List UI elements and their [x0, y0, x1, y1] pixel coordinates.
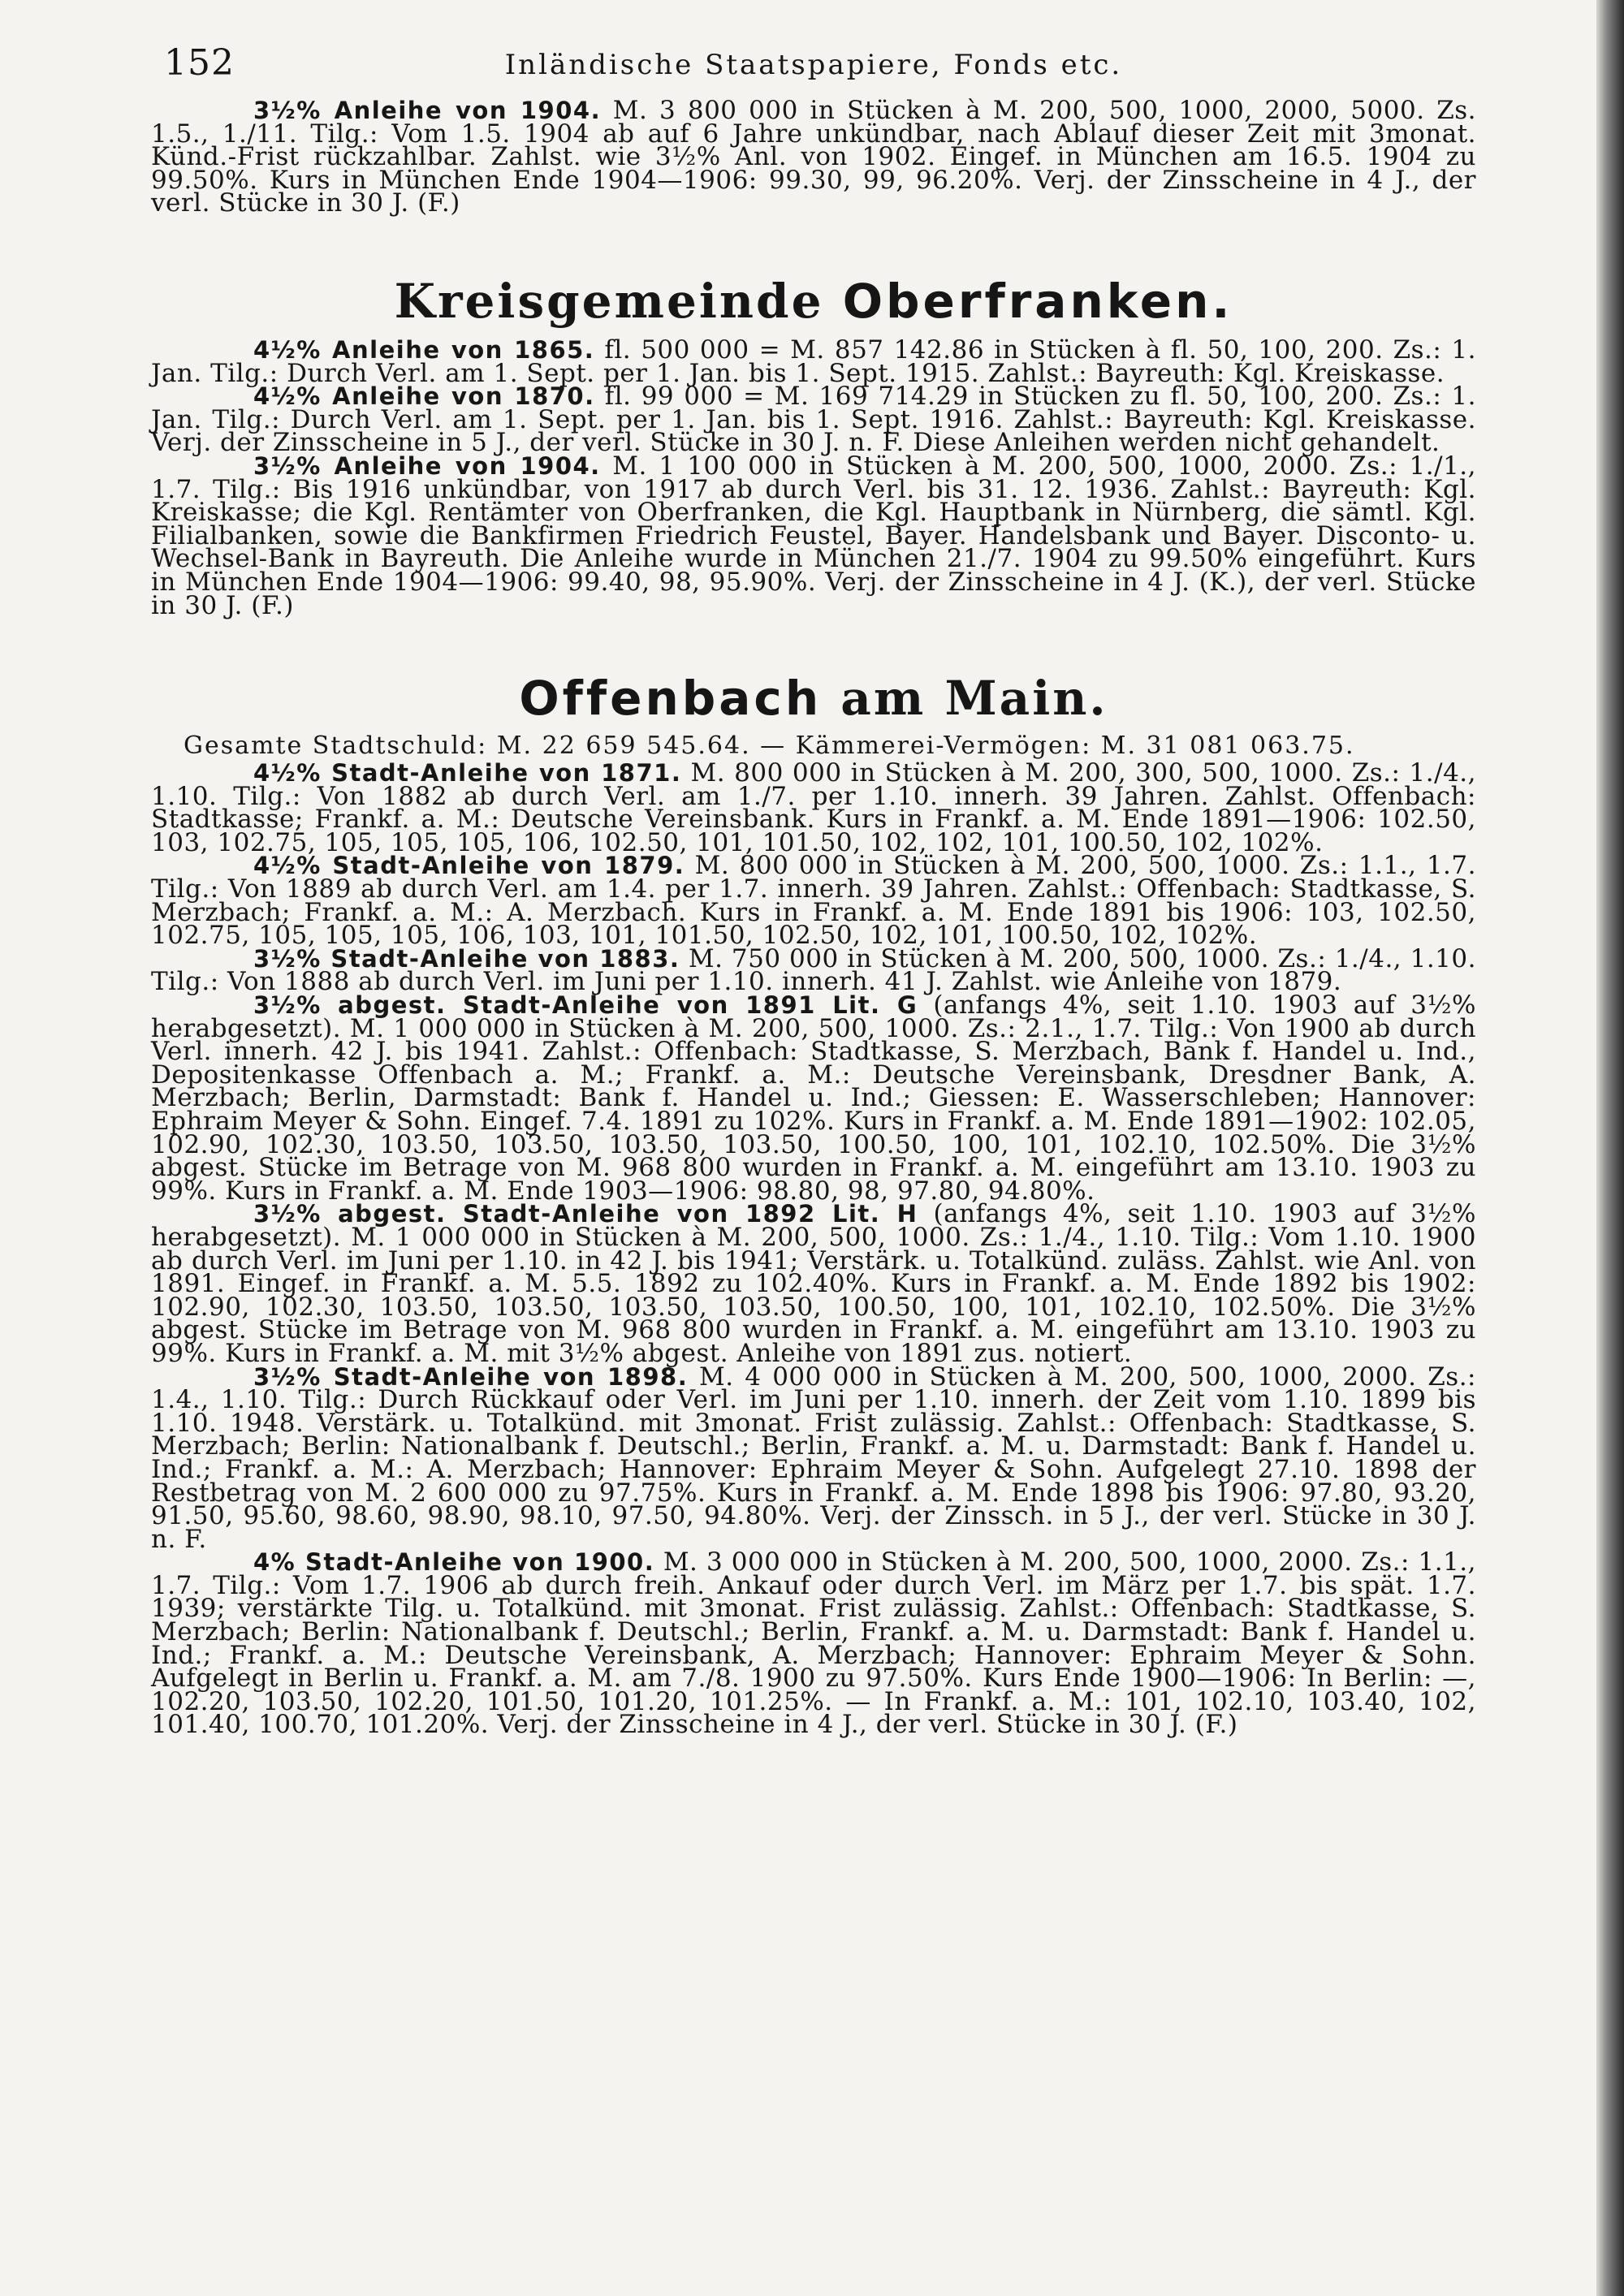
entry-lead: 4½% Anleihe von 1865.: [253, 335, 595, 364]
bond-entry: [151, 334, 1476, 388]
section-title-emphasis: Oberfranken.: [842, 273, 1233, 329]
entry-text: M. 800 000 in Stücken à M. 200, 500, 1000. Zs.: 1.1., 1.7. Tilg.: Von 1889 ab durch Verl. am 1.4. per 1.7. innerh. 39 Jahren. Zahlst.: Offenbach: Stadtkasse, S. Merzbach; Frankf. a. M.: A. Merzbach. Kurs in Frankf. a. M. Ende 1891 bis 1906: 103, 102.50, 102.75, 105, 105, 105, 106, 103, 101, 101.50, 102.50, 102, 101, 100.50, 102, 102%.: [151, 851, 1476, 951]
entry-text: (anfangs 4%, seit 1.10. 1903 auf 3½% herabgesetzt). M. 1 000 000 in Stücken à M. 200, 500, 1000. Zs.: 1./4., 1.10. Tilg.: Vom 1.10. 1900 ab durch Verl. im Juni per 1.10. in 42 J. bis 1941; Verstärk. u. Totalkünd. zuläss. Zahlst. wie Anl. von 1891. Eingef. in Frankf. a. M. 5.5. 1892 zu 102.40%. Kurs in Frankf. a. M. Ende 1892 bis 1902: 102.90, 102.30, 103.50, 103.50, 103.50, 103.50, 100.50, 100, 101, 102.10, 102.50%. Die 3½% abgest. Stücke im Betrage von M. 968 800 wurden in Frankf. a. M. eingeführt am 13.10. 1903 zu 99%. Kurs in Frankf. a. M. mit 3½% abgest. Anleihe von 1891 zus. notiert.: [151, 1199, 1476, 1368]
section-title-suffix: am Main.: [822, 671, 1108, 727]
bond-entry: [151, 1547, 1476, 1740]
entry-text: M. 800 000 in Stücken à M. 200, 300, 500, 1000. Zs.: 1./4., 1.10. Tilg.: Von 1882 ab durch Verl. am 1./7. per 1.10. innerh. 39 Jahren. Zahlst. Offenbach: Stadtkasse; Frankf. a. M.: Deutsche Vereinsbank. Kurs in Frankf. a. M. Ende 1891—1906: 102.50, 103, 102.75, 105, 105, 105, 106, 102.50, 101, 101.50, 102, 102, 101, 100.50, 102, 102%.: [151, 758, 1476, 857]
section-title-prefix: Kreisgemeinde: [394, 273, 843, 329]
entry-lead: 3½% Stadt-Anleihe von 1898.: [253, 1362, 689, 1391]
running-header: [151, 42, 1476, 99]
entry-lead: 4½% Anleihe von 1870.: [253, 382, 595, 411]
entry-lead: 3½% Anleihe von 1904.: [253, 97, 602, 124]
bond-entry: [151, 1199, 1476, 1368]
entry-lead: 4½% Stadt-Anleihe von 1879.: [253, 852, 685, 880]
book-page: [151, 42, 1476, 1740]
entry-lead: 3½% abgest. Stadt-Anleihe von 1891 Lit. G: [253, 991, 918, 1020]
bond-entry: [151, 1362, 1476, 1554]
bond-entry: [151, 943, 1476, 997]
section-title-emphasis: Offenbach: [519, 671, 823, 727]
entry-lead: 3½% Stadt-Anleihe von 1883.: [253, 944, 680, 973]
section-title-offenbach: [151, 671, 1476, 726]
debt-summary: Gesamte Stadtschuld: M. 22 659 545.64. — Kämmerei-Vermögen: M. 31 081 063.75.: [184, 732, 1355, 761]
entry-text: M. 1 100 000 in Stücken à M. 200, 500, 1000, 2000. Zs.: 1./1., 1.7. Tilg.: Bis 1916 unkündbar, von 1917 ab durch Verl. bis 31. 12. 1936. Zahlst.: Bayreuth: Kgl. Kreiskasse; die Kgl. Rentämter von Oberfranken, die Kgl. Hauptbank in Nürnberg, die sämtl. Kgl. Filialbanken, sowie die Bankfirmen Friedrich Feustel, Bayer. Handelsbank und Bayer. Disconto- u. Wechsel-Bank in Bayreuth. Die Anleihe wurde in München 21./7. 1904 zu 99.50% eingeführt. Kurs in München Ende 1904—1906: 99.40, 98, 95.90%. Verj. der Zinsscheine in 4 J. (K.), der verl. Stücke in 30 J. (F.): [151, 451, 1476, 620]
bond-entry: [151, 990, 1476, 1206]
bond-entry: [151, 96, 1476, 218]
entry-text: (anfangs 4%, seit 1.10. 1903 auf 3½% herabgesetzt). M. 1 000 000 in Stücken à M. 200, 500, 1000. Zs.: 2.1., 1.7. Tilg.: Von 1900 ab durch Verl. innerh. 42 J. bis 1941. Zahlst.: Offenbach: Stadtkasse, S. Merzbach, Bank f. Handel u. Ind., Depositenkasse Offenbach a. M.; Frankf. a. M.: Deutsche Vereinsbank, Dresdner Bank, A. Merzbach; Berlin, Darmstadt: Bank f. Handel u. Ind.; Giessen: E. Wasserschleben; Hannover: Ephraim Meyer & Sohn. Eingef. 7.4. 1891 zu 102%. Kurs in Frankf. a. M. Ende 1891—1902: 102.05, 102.90, 102.30, 103.50, 103.50, 103.50, 103.50, 100.50, 100, 101, 102.10, 102.50%. Die 3½% abgest. Stücke im Betrage von M. 968 800 wurden in Frankf. a. M. eingeführt am 13.10. 1903 zu 99%. Kurs in Frankf. a. M. Ende 1903—1906: 98.80, 98, 97.80, 94.80%.: [151, 990, 1476, 1206]
section-title-oberfranken: [151, 274, 1476, 329]
bond-entry: [151, 758, 1476, 857]
entry-text: M. 3 800 000 in Stücken à M. 200, 500, 1000, 2000, 5000. Zs. 1.5., 1./11. Tilg.: Vom 1.5. 1904 ab auf 6 Jahre unkündbar, nach Ablauf dieser Zeit mit 3monat. Künd.-Frist rückzahlbar. Zahlst. wie 3½% Anl. von 1902. Eingef. in München am 16.5. 1904 zu 99.50%. Kurs in München Ende 1904—1906: 99.30, 99, 96.20%. Verj. der Zinsscheine in 4 J., der verl. Stücke in 30 J. (F.): [151, 96, 1476, 218]
entry-lead: 3½% Anleihe von 1904.: [253, 451, 601, 480]
bond-entry: [151, 451, 1476, 620]
entry-text: M. 750 000 in Stücken à M. 200, 500, 1000. Zs.: 1./4., 1.10. Tilg.: Von 1888 ab durch Verl. im Juni per 1.10. innerh. 41 J. Zahlst. wie Anleihe von 1879.: [151, 943, 1476, 997]
running-title: Inländische Staatspapiere, Fonds etc.: [504, 49, 1123, 81]
bond-entry: [151, 851, 1476, 951]
scan-shadow-edge: [1596, 0, 1624, 2296]
entry-text: M. 3 000 000 in Stücken à M. 200, 500, 1000, 2000. Zs.: 1.1., 1.7. Tilg.: Vom 1.7. 1906 ab durch freih. Ankauf oder durch Verl. im März per 1.7. bis spät. 1.7. 1939; verstärkte Tilg. u. Totalkünd. mit 3monat. Frist zulässig. Zahlst.: Offenbach: Stadtkasse, S. Merzbach; Berlin: Nationalbank f. Deutschl.; Berlin, Frankf. a. M. u. Darmstadt: Bank f. Handel u. Ind.; Frankf. a. M.: Deutsche Vereinsbank, A. Merzbach; Hannover: Ephraim Meyer & Sohn. Aufgelegt in Berlin u. Frankf. a. M. am 7./8. 1900 zu 97.50%. Kurs Ende 1900—1906: In Berlin: —, 102.20, 103.50, 102.20, 101.50, 101.20, 101.25%. — In Frankf. a. M.: 101, 102.10, 103.40, 102, 101.40, 100.70, 101.20%. Verj. der Zinsscheine in 4 J., der verl. Stücke in 30 J. (F.): [151, 1547, 1476, 1740]
bond-entry: [151, 382, 1476, 458]
entry-text: fl. 500 000 = M. 857 142.86 in Stücken à fl. 50, 100, 200. Zs.: 1. Jan. Tilg.: Durch Verl. am 1. Sept. per 1. Jan. bis 1. Sept. 1915. Zahlst.: Bayreuth: Kgl. Kreiskasse.: [151, 334, 1476, 388]
entry-text: M. 4 000 000 in Stücken à M. 200, 500, 1000, 2000. Zs.: 1.4., 1.10. Tilg.: Durch Rückkauf oder Verl. im Juni per 1.10. innerh. der Zeit vom 1.10. 1899 bis 1.10. 1948. Verstärk. u. Totalkünd. mit 3monat. Frist zulässig. Zahlst.: Offenbach: Stadtkasse, S. Merzbach; Berlin: Nationalbank f. Deutschl.; Berlin, Frankf. a. M. u. Darmstadt: Bank f. Handel u. Ind.; Frankf. a. M.: A. Merzbach; Hannover: Ephraim Meyer & Sohn. Aufgelegt 27.10. 1898 der Restbetrag von M. 2 600 000 zu 97.75%. Kurs in Frankf. a. M. Ende 1898 bis 1906: 97.80, 93.20, 91.50, 95.60, 98.60, 98.90, 98.10, 97.50, 94.80%. Verj. der Zinssch. in 5 J., der verl. Stücke in 30 J. n. F.: [151, 1362, 1476, 1554]
entry-text: fl. 99 000 = M. 169 714.29 in Stücken zu fl. 50, 100, 200. Zs.: 1. Jan. Tilg.: Durch Verl. am 1. Sept. per 1. Jan. bis 1. Sept. 1916. Zahlst.: Bayreuth: Kgl. Kreiskasse. Verj. der Zinsscheine in 5 J., der verl. Stücke in 30 J. n. F. Diese Anleihen werden nicht gehandelt.: [151, 382, 1476, 458]
entry-lead: 3½% abgest. Stadt-Anleihe von 1892 Lit. H: [253, 1200, 918, 1228]
entry-lead: 4% Stadt-Anleihe von 1900.: [253, 1548, 655, 1577]
page-number: 152: [164, 42, 235, 84]
entry-lead: 4½% Stadt-Anleihe von 1871.: [253, 759, 682, 788]
